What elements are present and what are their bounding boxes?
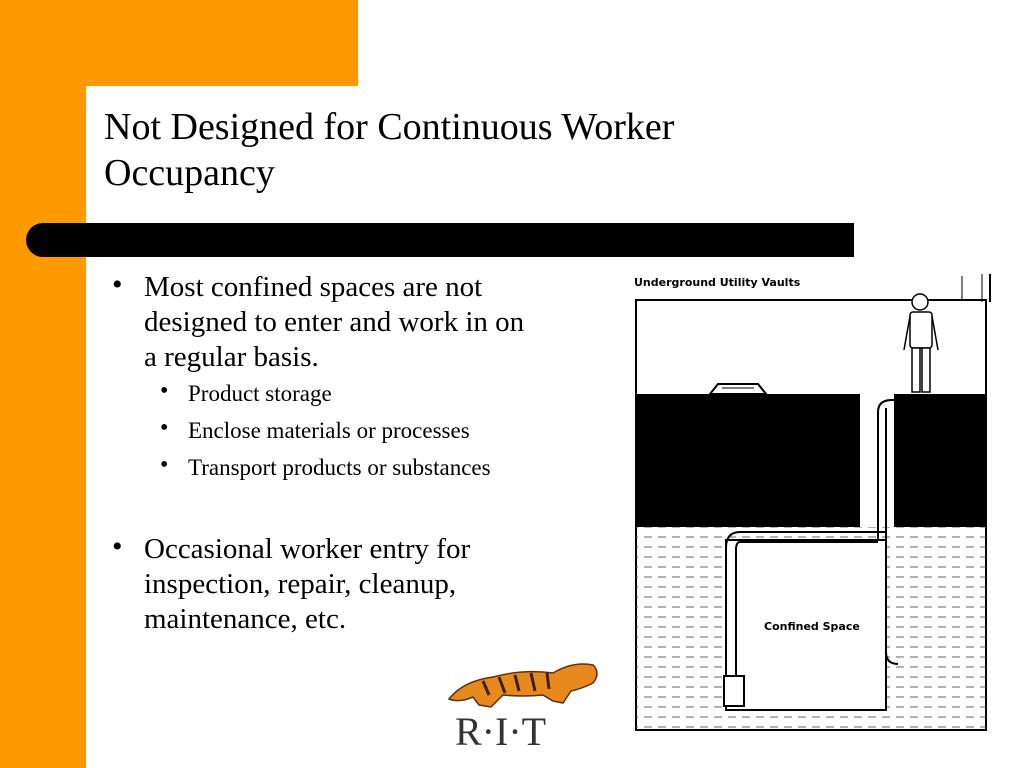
bullet-item [112, 270, 602, 375]
bullet-dot-icon: • [160, 378, 169, 404]
orange-top-block [0, 0, 358, 86]
confined-space-label: Confined Space [764, 620, 860, 633]
sub-bullet-item [112, 412, 602, 449]
sub-bullet-item [112, 449, 602, 486]
title-line-2: Occupancy [104, 152, 275, 194]
tiger-icon [449, 664, 597, 707]
bullet-list [112, 270, 602, 637]
logo-text: R·I·T [455, 709, 547, 754]
sub-bullet-item [112, 375, 602, 412]
title-line-1: Not Designed for Continuous Worker [104, 106, 675, 148]
sub-bullet-text: Enclose materials or processes [188, 418, 470, 443]
manhole-cover-icon [710, 384, 766, 394]
slide-title [104, 104, 674, 196]
utility-vault-diagram [630, 272, 996, 734]
bullet-line: a regular basis. [144, 341, 319, 373]
rit-logo [443, 655, 603, 755]
bullet-dot-icon: • [112, 268, 123, 301]
diagram-caption: Underground Utility Vaults [634, 276, 801, 289]
bullet-line: Occasional worker entry for [144, 533, 471, 565]
bullet-dot-icon: • [160, 415, 169, 441]
bullet-line: inspection, repair, cleanup, [144, 568, 457, 600]
bullet-dot-icon: • [160, 452, 169, 478]
soil-layer-right [894, 394, 986, 527]
bullet-line: maintenance, etc. [144, 603, 347, 635]
title-divider-bar [26, 223, 854, 257]
sub-bullet-text: Transport products or substances [188, 455, 491, 480]
bullet-dot-icon: • [112, 530, 123, 563]
bullet-line: Most confined spaces are not [144, 271, 483, 303]
sub-bullet-text: Product storage [188, 381, 332, 406]
bullet-line: designed to enter and work in on [144, 306, 525, 338]
soil-layer-left [636, 394, 860, 527]
orange-side-bar [0, 0, 86, 768]
bullet-item [112, 532, 602, 637]
